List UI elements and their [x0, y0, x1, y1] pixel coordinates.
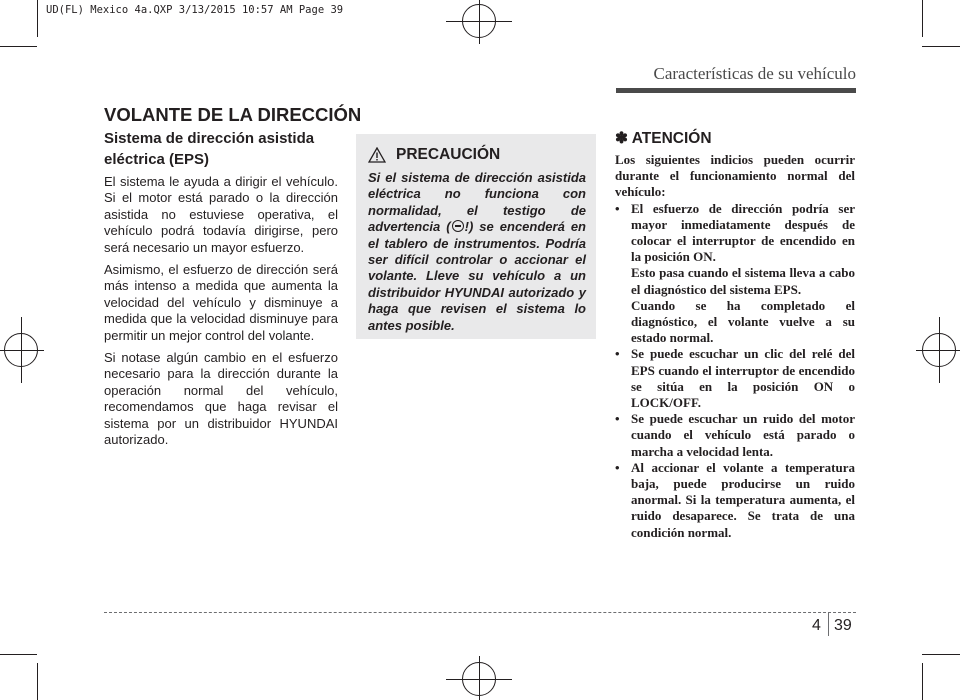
print-slug: UD(FL) Mexico 4a.QXP 3/13/2015 10:57 AM Page 39	[46, 4, 344, 16]
caution-header	[368, 140, 586, 170]
caution-text-before: Si el sistema de dirección asistida eléctrica no funciona con normalidad, el testigo de advertencia (	[368, 170, 586, 235]
attention-intro: Los siguientes indicios pueden ocurrir durante el funcionamiento normal del vehículo:	[615, 152, 855, 200]
bullet-dot: •	[615, 411, 620, 427]
caution-title: PRECAUCIÓN	[396, 146, 501, 163]
caution-indicator-mark: !	[464, 219, 469, 235]
bullet-dot: •	[615, 200, 620, 216]
caution-text	[368, 170, 586, 334]
attention-bullet-2	[615, 346, 855, 411]
attention-bullet-2-line-1: Se puede escuchar un clic del relé del EPS cuando el interruptor de encendido se sitúa en la posición ON o LOCK/OFF.	[631, 346, 855, 411]
eps-heading: Sistema de dirección asistida eléctrica (EPS)	[104, 130, 315, 168]
attention-bullet-1-line-3: Cuando se ha completado el diagnóstico, el volante vuelve a su estado normal.	[631, 297, 855, 346]
attention-bullet-3-line-1: Se puede escuchar un ruido del motor cuando el vehículo está parado o marcha a velocidad lenta.	[631, 411, 855, 459]
attention-bullet-1-line-2: Esto pasa cuando el sistema lleva a cabo el diagnóstico del sistema EPS.	[631, 265, 855, 297]
eps-warning-light-icon	[452, 220, 464, 232]
page-number: 39	[834, 617, 852, 634]
attention-bullet-3	[615, 411, 855, 460]
running-head-rule	[616, 88, 856, 93]
attention-section	[615, 128, 855, 541]
attention-bullet-1	[615, 201, 855, 347]
bullet-dot: •	[615, 459, 620, 475]
footer-separator	[828, 612, 829, 636]
caution-text-after: ) se encenderá en el tablero de instrumentos. Podría ser difícil controlar o accionar el volante. Lleve su vehículo a un distribuidor HYUNDAI autorizado y haga que revisen el sistema lo antes posible.	[368, 219, 586, 333]
attention-bullet-1-line-1: El esfuerzo de dirección podría ser mayor inmediatamente después de colocar el interruptor de encendido en la posición ON.	[631, 200, 855, 265]
running-head: Características de su vehículo	[653, 64, 856, 83]
attention-bullet-4-line-1: Al accionar el volante a temperatura baja, puede producirse un ruido anormal. Si la temperatura aumenta, el ruido desaparece. Se trata de una condición normal.	[631, 459, 855, 540]
bullet-dot: •	[615, 346, 620, 362]
attention-bullet-4	[615, 460, 855, 541]
caution-box	[356, 134, 596, 339]
warning-triangle-icon	[368, 147, 386, 163]
eps-paragraph-1: El sistema le ayuda a dirigir el vehículo. Si el motor está parado o la dirección asistida no estuviese operativa, el vehículo podrá todavía dirigirse, pero será necesario un mayor esfuerzo.	[104, 174, 338, 255]
chapter-number: 4	[812, 617, 821, 634]
eps-section	[104, 128, 338, 455]
footer-rule	[104, 612, 856, 613]
section-title: VOLANTE DE LA DIRECCIÓN	[104, 104, 362, 125]
attention-title: ✽ ATENCIÓN	[615, 130, 712, 147]
eps-paragraph-2: Asimismo, el esfuerzo de dirección será más intenso a medida que aumenta la velocidad del vehículo y disminuye a medida que la velocidad disminuye para permitir un mejor control del volante.	[104, 262, 338, 343]
eps-paragraph-3: Si notase algún cambio en el esfuerzo necesario para la dirección durante la operación normal del vehículo, recomendamos que haga revisar el sistema por un distribuidor HYUNDAI autorizado.	[104, 350, 338, 448]
